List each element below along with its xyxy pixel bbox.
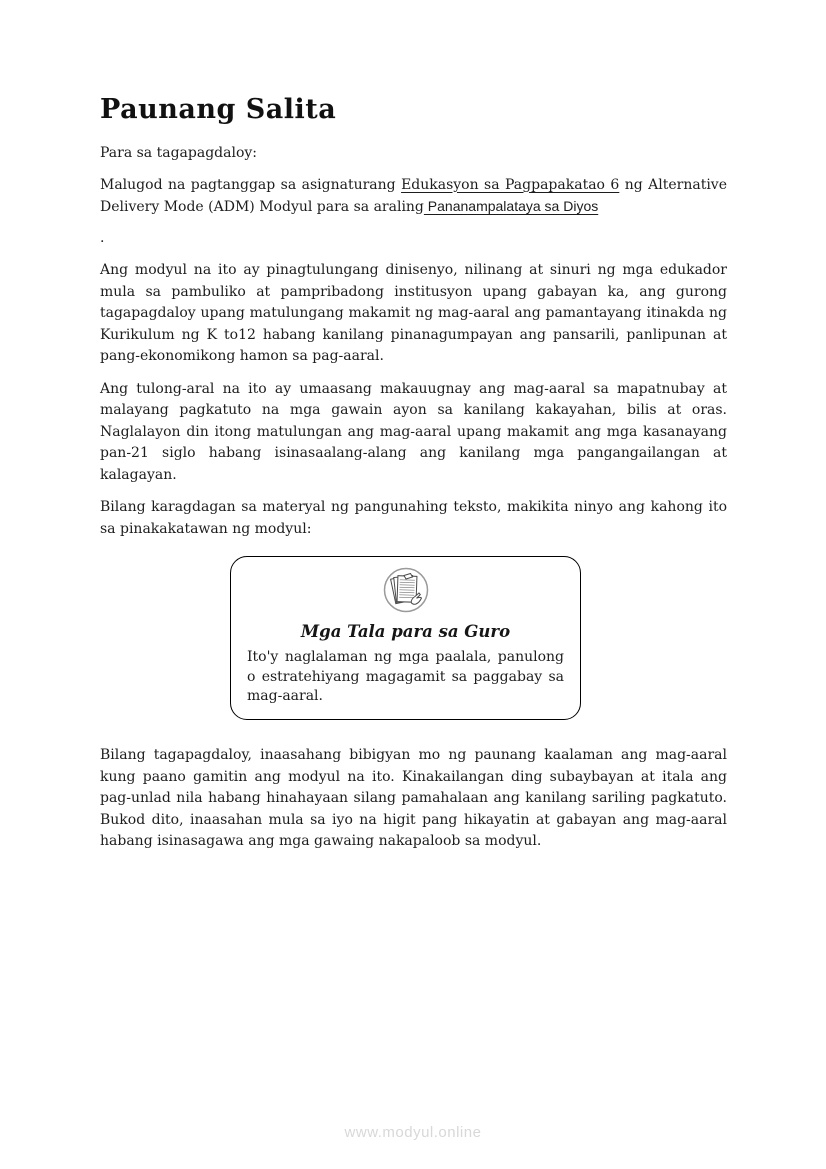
- module-design-paragraph: Ang modyul na ito ay pinagtulungang dinisenyo, nilinang at sinuri ng mga edukador mula sa pambuliko at pampribadong institusyon upang gabayan ka, ang gurong tagapagdaloy upang matulungang makamit ng mag-aaral ang pamantayang itinakda ng Kurikulum ng K to12 habang kanilang pinanagumpayan ang pansarili, panlipunan at pang-ekonomikong hamon sa pag-aaral.: [100, 262, 727, 364]
- subject-name-underlined: Edukasyon sa Pagpapakatao 6: [401, 176, 620, 193]
- notes-with-hand-icon: [382, 566, 430, 614]
- lesson-title-underlined: Pananampalataya sa Diyos: [423, 198, 599, 214]
- salutation-line: Para sa tagapagdaloy:: [100, 145, 258, 161]
- callout-heading: Mga Tala para sa Guro: [300, 622, 511, 641]
- intro-text-start: Malugod na pagtanggap sa asignaturang: [100, 176, 402, 193]
- page-title: Paunang Salita: [100, 94, 337, 125]
- closing-paragraph: Bilang tagapagdaloy, inaasahang bibigyan mo ng paunang kaalaman ang mag-aaral kung paano gamitin ang modyul na ito. Kinakailangan ding subaybayan at itala ang pag-unlad nila habang hinahayaan silang pamahalaan ang kanilang sariling pagkatuto. Bukod dito, inaasahan mula sa iyo na higit pang hikayatin at gabayan ang mag-aaral habang isinasagawa ang mga gawaing nakapaloob sa modyul.: [100, 747, 727, 849]
- site-watermark: www.modyul.online: [344, 1124, 482, 1141]
- teacher-notes-callout-box: [230, 556, 581, 720]
- intro-text-middle: ng Alternative Delivery Mode (ADM) Modyul para sa araling: [100, 176, 728, 215]
- intro-paragraph: [100, 175, 727, 219]
- box-intro-paragraph: Bilang karagdagan sa materyal ng pangunahing teksto, makikita ninyo ang kahong ito sa pinakakatawan ng modyul:: [100, 499, 727, 537]
- callout-icon-wrap: [247, 566, 564, 614]
- callout-body-text: Ito'y naglalaman ng mga paalala, panulong o estratehiyang magagamit sa paggabay sa mag-aaral.: [247, 649, 564, 704]
- stray-period: .: [100, 229, 105, 246]
- learning-aid-paragraph: Ang tulong-aral na ito ay umaasang makauugnay ang mag-aaral sa mapatnubay at malayang pagkatuto na mga gawain ayon sa kanilang kakayahan, bilis at oras. Naglalayon din itong matulungan ang mag-aaral upang makamit ang mga kasanayang pan-21 siglo habang isinasaalang-alang ang kanilang mga pangangailangan at kalagayan.: [100, 380, 727, 483]
- page-content: [100, 0, 727, 853]
